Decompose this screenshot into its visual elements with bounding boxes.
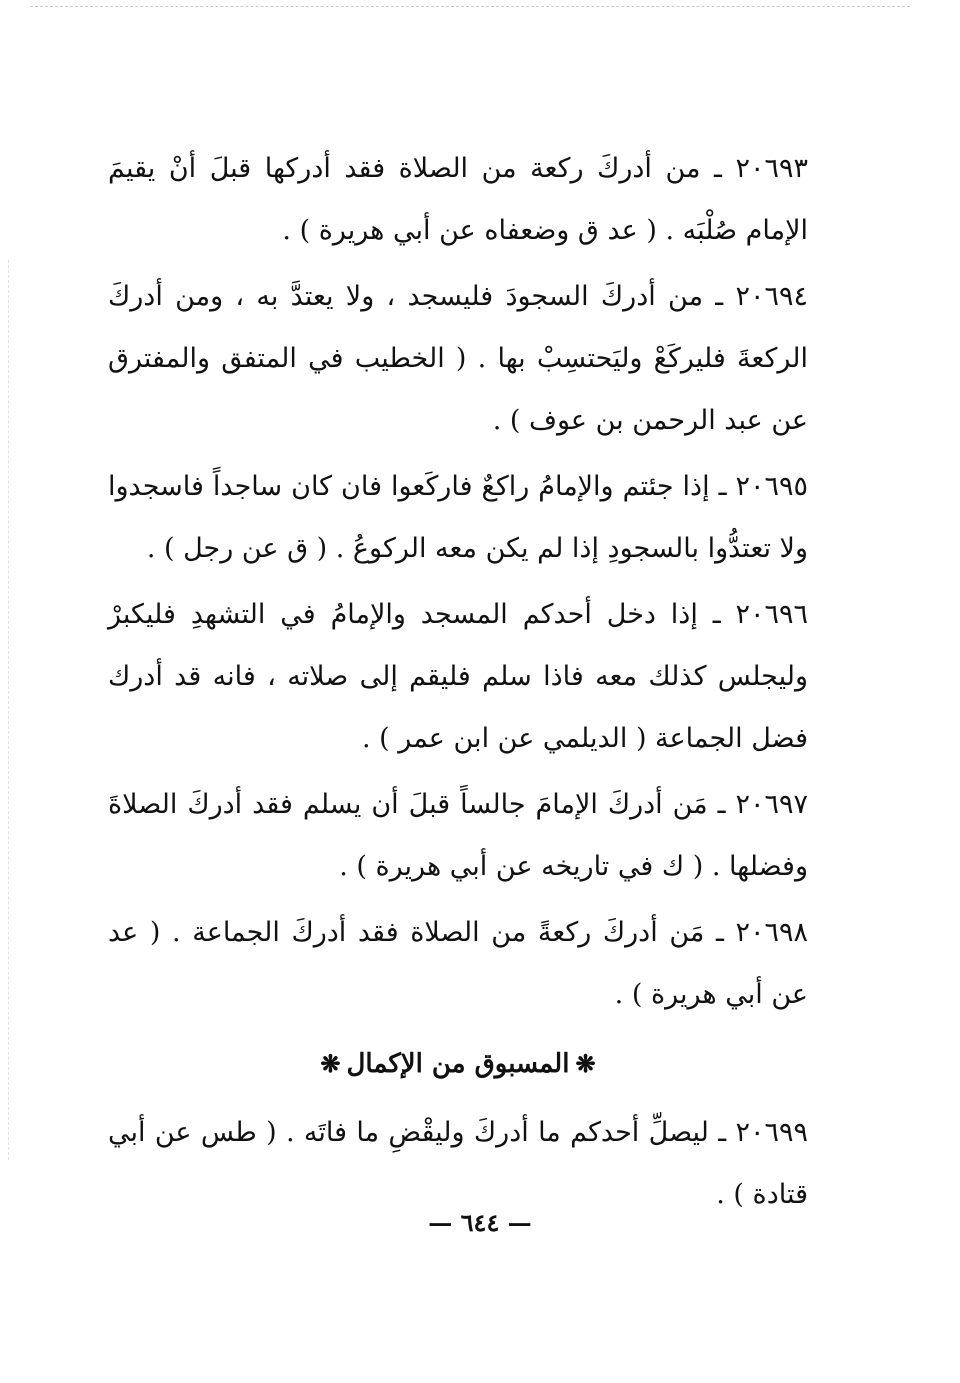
hadith-text: إذا دخل أحدكم المسجد والإمامُ في التشهدِ فليكبرْ وليجلس كذلك معه فاذا سلم فليقم إلى صلاته ، فانه قد أدرك فضل الجماعة ( الديلمي عن ابن عمر ) . [108,599,808,754]
ornament-star-icon: ❋ [320,1049,341,1078]
hadith-entry [108,584,808,770]
number-dash: ـ [708,1117,736,1148]
number-dash: ـ [707,789,736,820]
hadith-entry [108,456,808,580]
hadith-number: ٢٠٦٩٨ [735,917,809,948]
hadith-entry [108,138,808,262]
hadith-number: ٢٠٦٩٣ [735,153,808,184]
page-number: — ٦٤٤ — [428,1208,532,1237]
hadith-number: ٢٠٦٩٥ [735,471,809,502]
hadith-entry [108,266,808,452]
hadith-text: من أدركَ السجودَ فليسجد ، ولا يعتدَّ به ، ومن أدركَ الركعةَ فليركَعْ وليَحتسِبْ بها . ( الخطيب في المتفق والمفترق عن عبد الرحمن بن عوف ) . [108,281,808,436]
hadith-text: ليصلِّ أحدكم ما أدركَ وليقْضِ ما فاتَه . ( طس عن أبي قتادة ) . [108,1117,808,1210]
hadith-number: ٢٠٦٩٧ [735,789,808,820]
hadith-text: مَن أدركَ الإمامَ جالساً قبلَ أن يسلم فقد أدركَ الصلاةَ وفضلها . ( ك في تاريخه عن أبي هريرة ) . [108,789,808,882]
number-dash: ـ [700,153,736,184]
hadith-entry [108,902,808,1026]
number-dash: ـ [703,281,736,312]
hadith-text: من أدركَ ركعة من الصلاة فقد أدركها قبلَ أنْ يقيمَ الإمام صُلْبَه . ( عد ق وضعفاه عن أبي هريرة ) . [108,153,808,246]
hadith-number: ٢٠٦٩٩ [735,1117,809,1148]
number-dash: ـ [709,471,736,502]
hadith-number: ٢٠٦٩٦ [735,599,809,630]
hadith-text: مَن أدركَ ركعةً من الصلاة فقد أدركَ الجماعة . ( عد عن أبي هريرة ) . [108,917,808,1010]
hadith-text: إذا جئتم والإمامُ راكعٌ فاركَعوا فان كان ساجداً فاسجدوا ولا تعتدُّوا بالسجودِ إذا لم يكن معه الركوعُ . ( ق عن رجل ) . [108,471,808,564]
hadith-number: ٢٠٦٩٤ [735,281,808,312]
section-heading [108,1034,808,1094]
scan-edge-left [8,260,10,1160]
ornament-star-icon: ❋ [575,1049,596,1078]
number-dash: ـ [697,599,736,630]
number-dash: ـ [704,917,736,948]
hadith-entry [108,774,808,898]
page-body [108,138,808,1230]
section-heading-title: المسبوق من الإكمال [346,1049,570,1079]
scan-edge-top [30,6,910,8]
